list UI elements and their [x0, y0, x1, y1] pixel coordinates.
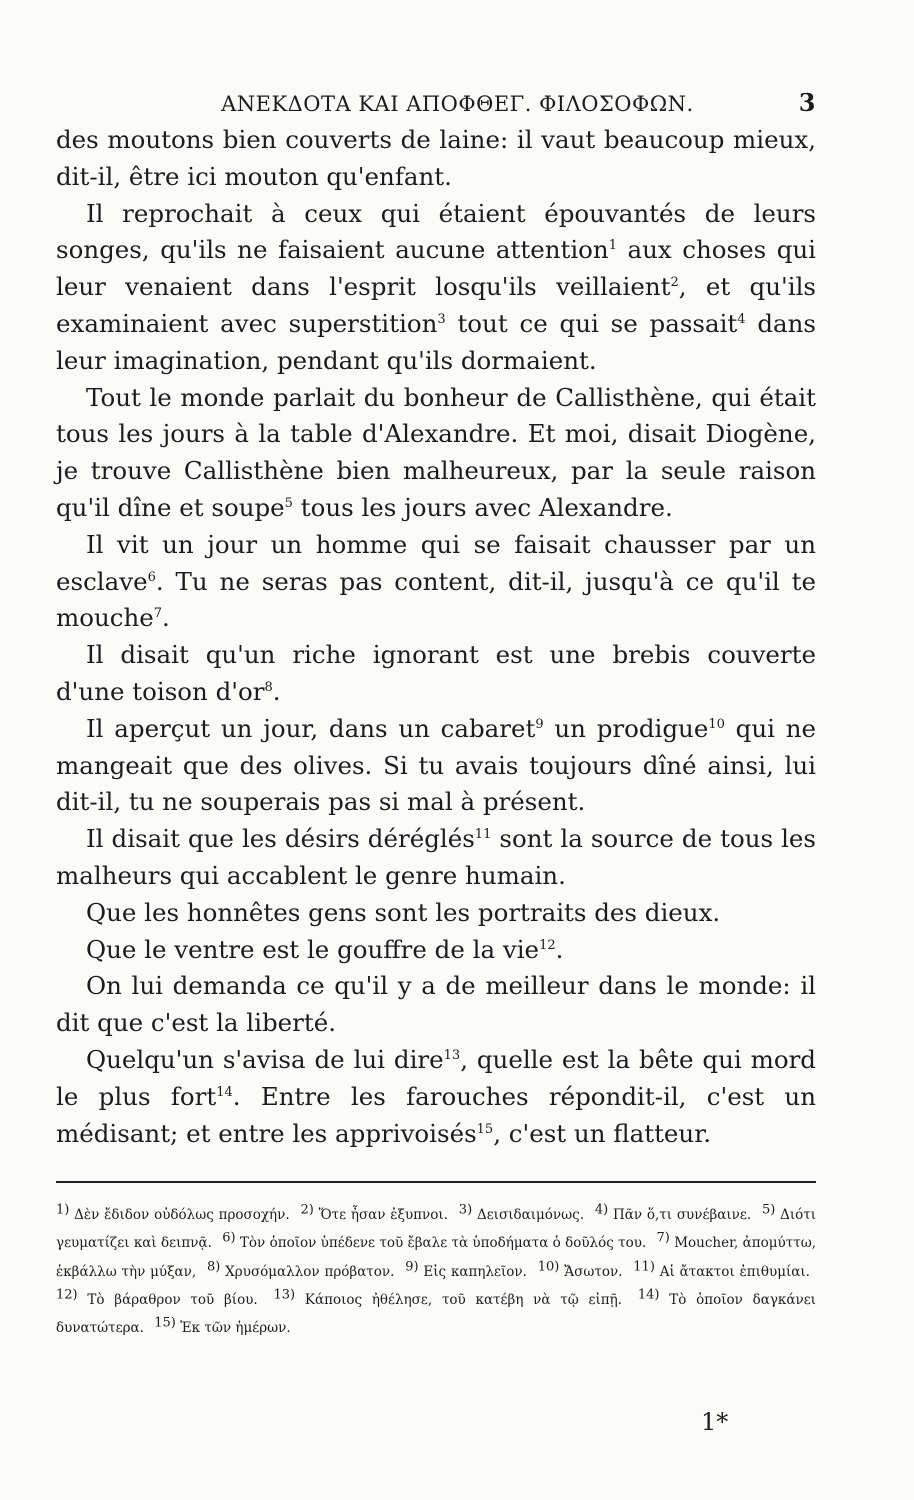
paragraph [56, 196, 816, 380]
text-run: Tout le monde parlait du bonheur de Callisthène, qui était tous les jours à la table d'Alexandre. Et moi, disait Diogène, je trouve Callisthène bien malheureux, par la seule raison qu'il dîne et soupe [56, 382, 816, 522]
text-run: . [555, 934, 564, 964]
footnote [207, 1259, 395, 1280]
text-run: des moutons bien couverts de laine: il vaut beaucoup mieux, dit-il, être ici mouton qu'enfant. [56, 125, 816, 191]
paragraph [56, 895, 816, 932]
footnote-text: Εἰς καπηλεῖον. [418, 1263, 527, 1280]
footnote-text: Ἄσωτον. [559, 1263, 623, 1280]
text-run: Il vit un jour un homme qui se faisait chausser par un esclave [56, 529, 816, 596]
text-run: un prodigue [543, 713, 709, 743]
footnote-text: Δεισιδαιμόνως. [472, 1207, 584, 1223]
footnote [594, 1202, 752, 1223]
paragraph [56, 380, 816, 527]
footnote [537, 1259, 623, 1280]
footnote-number: 1) [56, 1202, 70, 1218]
paragraph [56, 932, 816, 969]
running-title: ΑΝΕΚΔΟΤΑ ΚΑΙ ΑΠΟΦΘΕΓ. ΦΙΛΟΣΟΦΩΝ. [221, 92, 694, 116]
text-run: Il aperçut un jour, dans un cabaret [86, 713, 536, 743]
paragraph [56, 1042, 816, 1152]
paragraph [56, 968, 816, 1042]
footnote [633, 1259, 810, 1280]
footnote-text: Τὸν ὁποῖον ὑπέδενε τοῦ ἔβαλε τὰ ὑποδήματα ὁ δοῦλός του. [235, 1235, 647, 1252]
footnote-text: Αἱ ἄτακτοι ἐπιθυμίαι. [654, 1263, 810, 1280]
footnote-number: 6) [222, 1230, 236, 1246]
text-run: Que le ventre est le gouffre de la vie [86, 934, 540, 964]
page-number: 3 [798, 88, 816, 117]
text-run: . [162, 603, 170, 633]
footnote-text: Ὅτε ἦσαν ἐξυπνοι. [313, 1207, 448, 1223]
text-run: . Tu ne seras pas content, dit-il, jusqu'à ce qu'il te mouche [56, 566, 816, 633]
paragraph [56, 711, 816, 821]
text-run: tout ce qui se passait [445, 308, 738, 338]
footnote-text: Moucher, ἀπομύττω, ἐκβάλλω τὴν μύξαν, [56, 1235, 816, 1280]
text-run: qui ne mangeait que des olives. Si tu avais toujours dîné ainsi, lui dit-il, tu ne souperais pas si mal à présent. [56, 713, 816, 817]
text-run: Il disait qu'un riche ignorant est une brebis couverte d'une toison d'or [56, 640, 816, 706]
footnote-text: Δὲν ἔδιδον οὐδόλως προσοχήν. [69, 1207, 290, 1223]
text-run: , quelle est la bête qui mord le plus fort [56, 1044, 816, 1111]
footnote-rule [56, 1181, 816, 1183]
text-run: . [272, 676, 281, 706]
text-run: On lui demanda ce qu'il y a de meilleur dans le monde: il dit que c'est la liberté. [56, 971, 816, 1038]
footnote-marker: 4 [737, 311, 746, 327]
footnote-number: 2) [300, 1202, 314, 1218]
footnote [300, 1202, 448, 1223]
footnote-text: Τὸ ὁποῖον δαγκάνει δυνατώτερα. [56, 1291, 816, 1337]
footnote [222, 1230, 647, 1252]
footnote-marker: 10 [708, 716, 725, 732]
footnote-number: 7) [656, 1230, 670, 1246]
footnote-marker: 6 [147, 569, 156, 585]
text-run: Quelqu'un s'avisa de lui dire [86, 1044, 444, 1074]
footnote-number: 9) [405, 1259, 419, 1275]
footnote-marker: 15 [476, 1121, 494, 1137]
text-run: Il reprochait à ceux qui étaient épouvantés de leurs songes, qu'ils ne faisaient aucune attention [56, 198, 816, 265]
footnote-text: Κάποιος ἠθέλησε, τοῦ κατέβη νὰ τῷ εἰπῇ. [295, 1291, 623, 1308]
paragraph [56, 637, 816, 711]
body-text [56, 122, 816, 1152]
footnote-marker: 1 [608, 238, 617, 254]
footnote-marker: 7 [153, 606, 163, 622]
text-run: Que les honnêtes gens sont les portraits des dieux. [86, 897, 721, 927]
footnote-number: 5) [761, 1202, 776, 1218]
footnote-marker: 5 [284, 495, 293, 511]
footnote-text: Τὸ βάραθρον τοῦ βίου. [77, 1291, 258, 1308]
running-head [56, 88, 816, 122]
footnote-number: 13) [273, 1287, 296, 1303]
signature-mark: 1* [701, 1408, 729, 1436]
footnote-text: Ἐκ τῶν ἡμέρων. [175, 1320, 291, 1337]
footnote-number: 11) [633, 1259, 655, 1275]
footnote-number: 10) [537, 1259, 560, 1275]
text-run: , c'est un flatteur. [493, 1118, 711, 1148]
footnote [273, 1287, 623, 1308]
page [56, 88, 817, 1436]
footnote-text: Χρυσόμαλλον πρόβατον. [220, 1263, 395, 1280]
footnote-marker: 8 [264, 679, 273, 695]
text-run: tous les jours avec Alexandre. [292, 492, 673, 522]
text-run: , et qu'ils examinaient avec superstition [56, 272, 816, 338]
footnote-marker: 14 [216, 1084, 233, 1100]
footnote-marker: 2 [670, 275, 679, 291]
paragraph [56, 527, 816, 637]
footnote-text: Πᾶν ὅ,τι συνέβαινε. [608, 1207, 752, 1223]
text-run: . Entre les farouches répondit-il, c'est un médisant; et entre les apprivoisés [56, 1081, 816, 1148]
footnote-number: 4) [594, 1202, 609, 1218]
footnotes [56, 1201, 816, 1342]
footnote-number: 3) [458, 1202, 473, 1218]
footnote-marker: 3 [437, 311, 446, 327]
footnote-marker: 13 [443, 1047, 461, 1063]
footnote-number: 15) [154, 1315, 176, 1331]
footnote-text: Διότι γευματίζει καὶ δειπνᾷ. [56, 1207, 817, 1252]
paragraph [56, 821, 816, 895]
text-run: aux choses qui leur venaient dans l'esprit losqu'ils veillaient [56, 235, 816, 302]
footnote-number: 8) [207, 1259, 221, 1275]
footnote-marker: 9 [535, 716, 544, 732]
footnote-marker: 12 [539, 937, 556, 953]
footnote [56, 1287, 258, 1308]
footnote-number: 12) [56, 1287, 78, 1303]
footnote [154, 1315, 291, 1337]
footnote-marker: 11 [474, 826, 492, 842]
text-run: sont la source de tous les malheurs qui accablent le genre humain. [56, 824, 816, 890]
footnote [56, 1202, 290, 1223]
footnote [405, 1259, 527, 1280]
text-run: Il disait que les désirs déréglés [86, 824, 475, 854]
footnote-number: 14) [637, 1287, 660, 1303]
paragraph [56, 122, 816, 196]
footnote [458, 1202, 584, 1223]
text-run: dans leur imagination, pendant qu'ils dormaient. [56, 308, 817, 375]
